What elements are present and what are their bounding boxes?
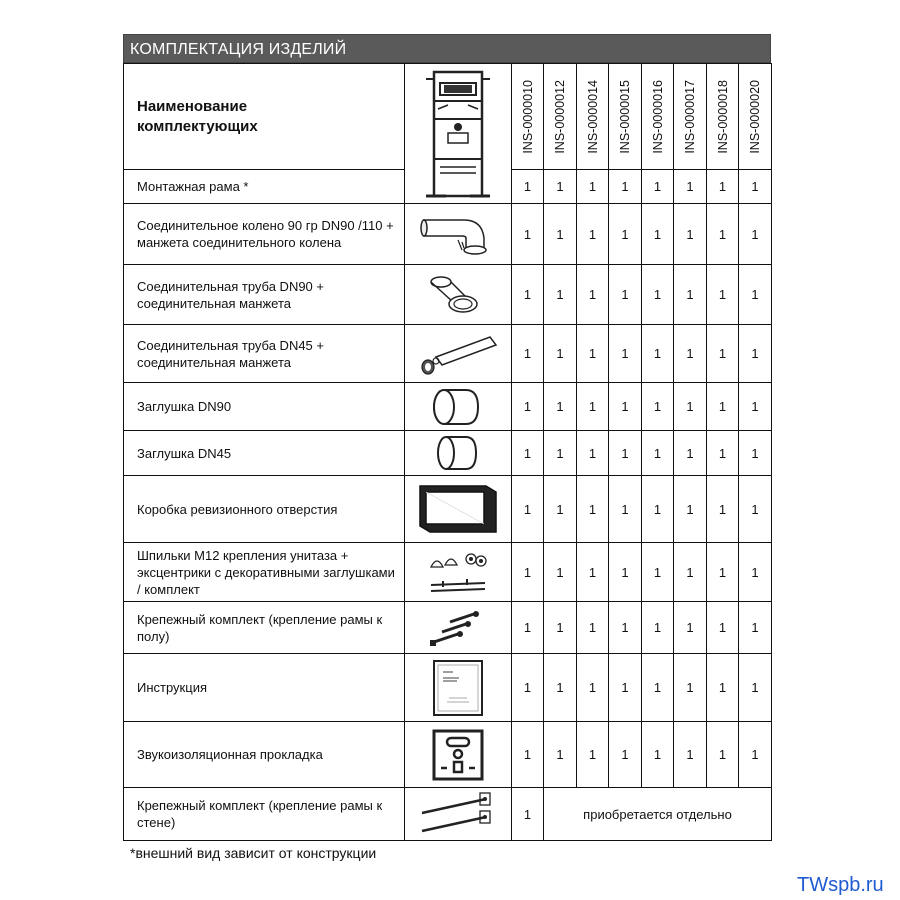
- item-image-cell: [405, 431, 512, 476]
- qty-cell: 1: [544, 722, 577, 788]
- qty-cell: 1: [707, 602, 739, 654]
- qty-cell: 1: [544, 431, 577, 476]
- qty-cell: 1: [707, 722, 739, 788]
- qty-cell: 1: [642, 654, 674, 722]
- qty-cell: 1: [512, 476, 544, 543]
- qty-cell: 1: [577, 170, 609, 204]
- studs-icon: [423, 547, 493, 597]
- qty-cell: 1: [674, 383, 707, 431]
- qty-cell: 1: [512, 265, 544, 325]
- qty-cell: 1: [609, 543, 642, 602]
- item-image-cell: [405, 325, 512, 383]
- table-row: [124, 543, 772, 602]
- qty-cell: 1: [609, 602, 642, 654]
- cap-dn90-icon: [430, 386, 486, 428]
- qty-cell: 1: [512, 383, 544, 431]
- product-code: INS-0000016: [650, 79, 665, 154]
- qty-cell: 1: [707, 476, 739, 543]
- qty-cell: 1: [674, 602, 707, 654]
- sold-separately-note: приобретается отдельно: [544, 788, 772, 841]
- qty-cell: 1: [544, 265, 577, 325]
- qty-cell: 1: [739, 265, 772, 325]
- table-row: [124, 654, 772, 722]
- table-row: [124, 204, 772, 265]
- qty-cell: 1: [739, 431, 772, 476]
- qty-cell: 1: [642, 204, 674, 265]
- qty-cell: 1: [609, 476, 642, 543]
- floor-fixing-icon: [428, 606, 488, 650]
- qty-cell: 1: [577, 431, 609, 476]
- revision-box-icon: [416, 482, 500, 536]
- item-name: Монтажная рама *: [124, 170, 405, 204]
- code-cell: [544, 64, 577, 170]
- qty-cell: 1: [739, 722, 772, 788]
- qty-cell: 1: [674, 431, 707, 476]
- table-row: [124, 325, 772, 383]
- qty-cell: 1: [707, 431, 739, 476]
- qty-cell: 1: [512, 788, 544, 841]
- qty-cell: 1: [707, 325, 739, 383]
- table-row: [124, 476, 772, 543]
- code-cell: [739, 64, 772, 170]
- product-code: INS-0000010: [520, 79, 535, 154]
- product-code: INS-0000020: [748, 79, 762, 154]
- qty-cell: 1: [739, 325, 772, 383]
- qty-cell: 1: [739, 654, 772, 722]
- frame-image-cell: [405, 64, 512, 204]
- item-name: Заглушка DN45: [124, 431, 405, 476]
- qty-cell: 1: [642, 431, 674, 476]
- qty-cell: 1: [739, 543, 772, 602]
- item-image-cell: [405, 383, 512, 431]
- qty-cell: 1: [642, 602, 674, 654]
- item-name: Шпильки М12 крепления унитаза + эксцентрики с декоративными заглушками / комплект: [124, 543, 405, 602]
- kit-table: [123, 63, 772, 841]
- header-row: [124, 64, 772, 170]
- qty-cell: 1: [674, 543, 707, 602]
- footnote: *внешний вид зависит от конструкции: [130, 845, 377, 861]
- soundproof-pad-icon: [431, 728, 485, 782]
- qty-cell: 1: [642, 722, 674, 788]
- header-name-cell: [124, 64, 405, 170]
- item-name: Крепежный комплект (крепление рамы к полу): [124, 602, 405, 654]
- qty-cell: 1: [544, 543, 577, 602]
- code-cell: [707, 64, 739, 170]
- item-name: Звукоизоляционная прокладка: [124, 722, 405, 788]
- qty-cell: 1: [609, 325, 642, 383]
- qty-cell: 1: [674, 722, 707, 788]
- table-row: [124, 602, 772, 654]
- qty-cell: 1: [739, 383, 772, 431]
- header-name-line1: Наименование: [137, 97, 248, 115]
- qty-cell: 1: [707, 170, 739, 204]
- qty-cell: 1: [577, 476, 609, 543]
- qty-cell: 1: [642, 265, 674, 325]
- qty-cell: 1: [609, 170, 642, 204]
- wall-fixing-icon: [416, 791, 500, 837]
- item-image-cell: [405, 788, 512, 841]
- product-code: INS-0000017: [683, 79, 697, 154]
- qty-cell: 1: [674, 265, 707, 325]
- qty-cell: 1: [707, 383, 739, 431]
- table-row: [124, 788, 772, 841]
- qty-cell: 1: [707, 543, 739, 602]
- product-code: INS-0000014: [585, 79, 600, 154]
- item-image-cell: [405, 543, 512, 602]
- item-image-cell: [405, 654, 512, 722]
- qty-cell: 1: [609, 265, 642, 325]
- product-code: INS-0000012: [553, 79, 567, 154]
- qty-cell: 1: [707, 654, 739, 722]
- qty-cell: 1: [512, 325, 544, 383]
- installation-frame-icon: [418, 69, 498, 199]
- qty-cell: 1: [544, 383, 577, 431]
- product-code: INS-0000018: [715, 79, 730, 154]
- item-image-cell: [405, 722, 512, 788]
- qty-cell: 1: [739, 170, 772, 204]
- qty-cell: 1: [577, 325, 609, 383]
- code-cell: [609, 64, 642, 170]
- item-name: Коробка ревизионного отверстия: [124, 476, 405, 543]
- qty-cell: 1: [609, 204, 642, 265]
- item-name: Крепежный комплект (крепление рамы к стене): [124, 788, 405, 841]
- qty-cell: 1: [674, 654, 707, 722]
- qty-cell: 1: [512, 204, 544, 265]
- qty-cell: 1: [707, 204, 739, 265]
- table-row: [124, 383, 772, 431]
- qty-cell: 1: [544, 602, 577, 654]
- qty-cell: 1: [512, 602, 544, 654]
- qty-cell: 1: [577, 265, 609, 325]
- code-cell: [642, 64, 674, 170]
- pipe-dn90-icon: [423, 272, 493, 318]
- qty-cell: 1: [609, 383, 642, 431]
- qty-cell: 1: [642, 325, 674, 383]
- item-name: Соединительное колено 90 гр DN90 /110 + манжета соединительного колена: [124, 204, 405, 265]
- item-name: Соединительная труба DN45 + соединительная манжета: [124, 325, 405, 383]
- qty-cell: 1: [577, 204, 609, 265]
- qty-cell: 1: [544, 476, 577, 543]
- pipe-dn45-icon: [416, 331, 500, 377]
- qty-cell: 1: [739, 602, 772, 654]
- qty-cell: 1: [739, 204, 772, 265]
- item-name: Инструкция: [124, 654, 405, 722]
- qty-cell: 1: [512, 722, 544, 788]
- qty-cell: 1: [674, 170, 707, 204]
- qty-cell: 1: [512, 431, 544, 476]
- qty-cell: 1: [512, 543, 544, 602]
- qty-cell: 1: [642, 543, 674, 602]
- qty-cell: 1: [609, 431, 642, 476]
- table-row: [124, 722, 772, 788]
- qty-cell: 1: [577, 654, 609, 722]
- qty-cell: 1: [544, 204, 577, 265]
- elbow-pipe-icon: [418, 212, 498, 256]
- qty-cell: 1: [707, 265, 739, 325]
- code-cell: [512, 64, 544, 170]
- table-title: КОМПЛЕКТАЦИЯ ИЗДЕЛИЙ: [123, 34, 771, 63]
- qty-cell: 1: [512, 654, 544, 722]
- item-image-cell: [405, 602, 512, 654]
- product-code: INS-0000015: [618, 79, 632, 154]
- brand-watermark: TWspb.ru: [797, 874, 884, 896]
- kit-table-sheet: [123, 34, 771, 841]
- qty-cell: 1: [642, 476, 674, 543]
- qty-cell: 1: [544, 325, 577, 383]
- qty-cell: 1: [512, 170, 544, 204]
- qty-cell: 1: [674, 476, 707, 543]
- cap-dn45-icon: [432, 433, 484, 473]
- item-name: Соединительная труба DN90 + соединительная манжета: [124, 265, 405, 325]
- qty-cell: 1: [674, 325, 707, 383]
- code-cell: [674, 64, 707, 170]
- qty-cell: 1: [577, 602, 609, 654]
- qty-cell: 1: [544, 170, 577, 204]
- qty-cell: 1: [577, 543, 609, 602]
- qty-cell: 1: [642, 383, 674, 431]
- item-image-cell: [405, 265, 512, 325]
- qty-cell: 1: [609, 654, 642, 722]
- item-name: Заглушка DN90: [124, 383, 405, 431]
- qty-cell: 1: [674, 204, 707, 265]
- header-name-line2: комплектующих: [137, 117, 258, 135]
- qty-cell: 1: [577, 722, 609, 788]
- table-row: [124, 431, 772, 476]
- qty-cell: 1: [642, 170, 674, 204]
- qty-cell: 1: [544, 654, 577, 722]
- qty-cell: 1: [739, 476, 772, 543]
- item-image-cell: [405, 476, 512, 543]
- qty-cell: 1: [577, 383, 609, 431]
- code-cell: [577, 64, 609, 170]
- qty-cell: 1: [609, 722, 642, 788]
- item-image-cell: [405, 204, 512, 265]
- table-row: [124, 265, 772, 325]
- manual-icon: [431, 658, 485, 718]
